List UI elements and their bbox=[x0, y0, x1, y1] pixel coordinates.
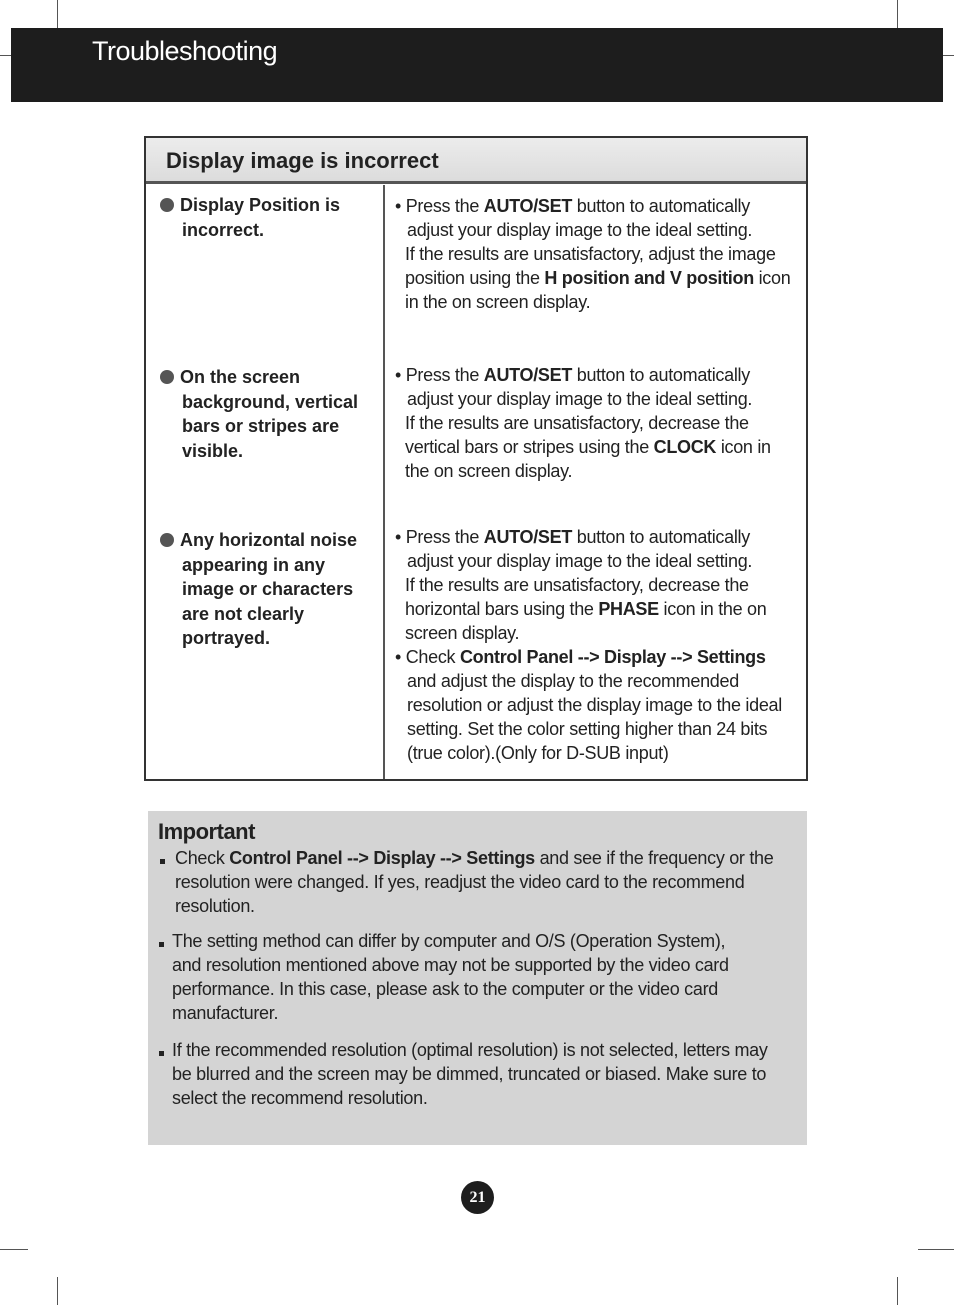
sol-text: adjust your display image to the ideal setting. bbox=[407, 551, 753, 571]
crop-mark bbox=[897, 0, 898, 28]
column-divider bbox=[383, 185, 385, 779]
important-item-2 bbox=[172, 929, 797, 1025]
sol-bold: AUTO/SET bbox=[483, 527, 573, 547]
sol-text: button to automatically bbox=[572, 527, 750, 547]
bullet-icon bbox=[160, 533, 174, 547]
square-bullet-icon bbox=[159, 1051, 164, 1056]
imp-text: be blurred and the screen may be dimmed, truncated or biased. Make sure to bbox=[172, 1064, 767, 1084]
square-bullet-icon bbox=[160, 859, 165, 864]
important-item-3 bbox=[172, 1038, 802, 1110]
solution-3: • Press the AUTO/SET button to automatically adjust your display image to the ideal setting. If the results are unsatisfactory, decrease the horizontal bars using the PHASE icon in the on screen display. • Check Control Panel --> Display --> Settings and adjust the display to the recommended resolution or adjust the display image to the ideal setting. Set the color setting higher than 24 bits (true color).(Only for D-SUB input) bbox=[395, 525, 795, 765]
sol-text: If the results are unsatisfactory, decrease the bbox=[405, 413, 749, 433]
problem-item bbox=[160, 528, 370, 651]
important-title: Important bbox=[158, 819, 255, 844]
section-title: Display image is incorrect bbox=[166, 148, 439, 173]
crop-mark bbox=[943, 55, 954, 56]
sol-text: setting. Set the color setting higher than 24 bits bbox=[407, 719, 768, 739]
sol-text: position using the bbox=[405, 268, 545, 288]
crop-mark bbox=[897, 1277, 898, 1305]
sol-text: button to automatically bbox=[572, 196, 750, 216]
problem-text: On the screen bbox=[180, 367, 301, 387]
sol-bold: CLOCK bbox=[653, 437, 717, 457]
imp-text: The setting method can differ by computer and O/S (Operation System), bbox=[172, 931, 726, 951]
page-number: 21 bbox=[461, 1181, 494, 1214]
problem-text-rest: background, vertical bars or stripes are visible. bbox=[182, 391, 359, 461]
sol-text: the on screen display. bbox=[405, 461, 573, 481]
important-box bbox=[148, 811, 807, 1145]
crop-mark bbox=[918, 1249, 954, 1250]
imp-text: resolution were changed. If yes, readjust the video card to the recommend bbox=[175, 872, 745, 892]
crop-mark bbox=[57, 0, 58, 28]
page-title: Troubleshooting bbox=[92, 36, 278, 66]
sol-text: icon in bbox=[716, 437, 771, 457]
sol-bold: PHASE bbox=[598, 599, 659, 619]
imp-text: resolution. bbox=[175, 896, 255, 916]
imp-text: performance. In this case, please ask to the computer or the video card bbox=[172, 979, 718, 999]
imp-text: and see if the frequency or the bbox=[534, 848, 774, 868]
sol-text: Press the bbox=[405, 196, 484, 216]
sol-text: Check bbox=[405, 647, 460, 667]
imp-bold: Control Panel --> Display --> Settings bbox=[229, 848, 535, 868]
sol-bold: AUTO/SET bbox=[483, 365, 573, 385]
crop-mark bbox=[0, 55, 11, 56]
problem-item bbox=[160, 365, 370, 463]
sol-text: adjust your display image to the ideal setting. bbox=[407, 220, 753, 240]
sol-text: Press the bbox=[405, 527, 484, 547]
sol-text: If the results are unsatisfactory, adjust the image bbox=[405, 244, 776, 264]
sol-text: If the results are unsatisfactory, decrease the bbox=[405, 575, 749, 595]
solution-1: • Press the AUTO/SET button to automatically adjust your display image to the ideal setting. If the results are unsatisfactory, adjust the image position using the H position and V position icon in the on screen display. bbox=[395, 194, 795, 314]
imp-text: manufacturer. bbox=[172, 1003, 279, 1023]
sol-text: in the on screen display. bbox=[405, 292, 591, 312]
sol-text: icon in the on bbox=[658, 599, 767, 619]
sol-text: (true color).(Only for D-SUB input) bbox=[407, 743, 669, 763]
sol-text: and adjust the display to the recommended bbox=[407, 671, 739, 691]
imp-text: and resolution mentioned above may not be supported by the video card bbox=[172, 955, 729, 975]
table-header bbox=[146, 138, 806, 184]
imp-text: Check bbox=[175, 848, 230, 868]
important-item-1 bbox=[175, 846, 800, 918]
sol-bold: Control Panel --> Display --> Settings bbox=[459, 647, 766, 667]
square-bullet-icon bbox=[159, 942, 164, 947]
problem-text: Any horizontal noise bbox=[180, 530, 358, 550]
problem-item bbox=[160, 193, 370, 242]
problem-text-rest: appearing in any image or characters are not clearly portrayed. bbox=[182, 554, 354, 648]
sol-text: button to automatically bbox=[572, 365, 750, 385]
sol-text: Press the bbox=[405, 365, 484, 385]
sol-text: icon bbox=[753, 268, 791, 288]
crop-mark bbox=[0, 1249, 28, 1250]
sol-text: horizontal bars using the bbox=[405, 599, 599, 619]
imp-text: select the recommend resolution. bbox=[172, 1088, 428, 1108]
bullet-icon bbox=[160, 370, 174, 384]
sol-text: vertical bars or stripes using the bbox=[405, 437, 654, 457]
bullet-icon bbox=[160, 198, 174, 212]
sol-bold: AUTO/SET bbox=[483, 196, 573, 216]
sol-bold: H position and V position bbox=[544, 268, 754, 288]
sol-text: screen display. bbox=[405, 623, 520, 643]
sol-text: adjust your display image to the ideal setting. bbox=[407, 389, 753, 409]
problem-text: Display Position is bbox=[180, 195, 341, 215]
solution-2: • Press the AUTO/SET button to automatically adjust your display image to the ideal setting. If the results are unsatisfactory, decrease the vertical bars or stripes using the CLOCK icon in the on screen display. bbox=[395, 363, 795, 483]
troubleshooting-table bbox=[144, 136, 808, 781]
crop-mark bbox=[57, 1277, 58, 1305]
imp-text: If the recommended resolution (optimal resolution) is not selected, letters may bbox=[172, 1040, 768, 1060]
sol-text: resolution or adjust the display image to the ideal bbox=[407, 695, 782, 715]
problem-text-rest: incorrect. bbox=[182, 219, 265, 240]
